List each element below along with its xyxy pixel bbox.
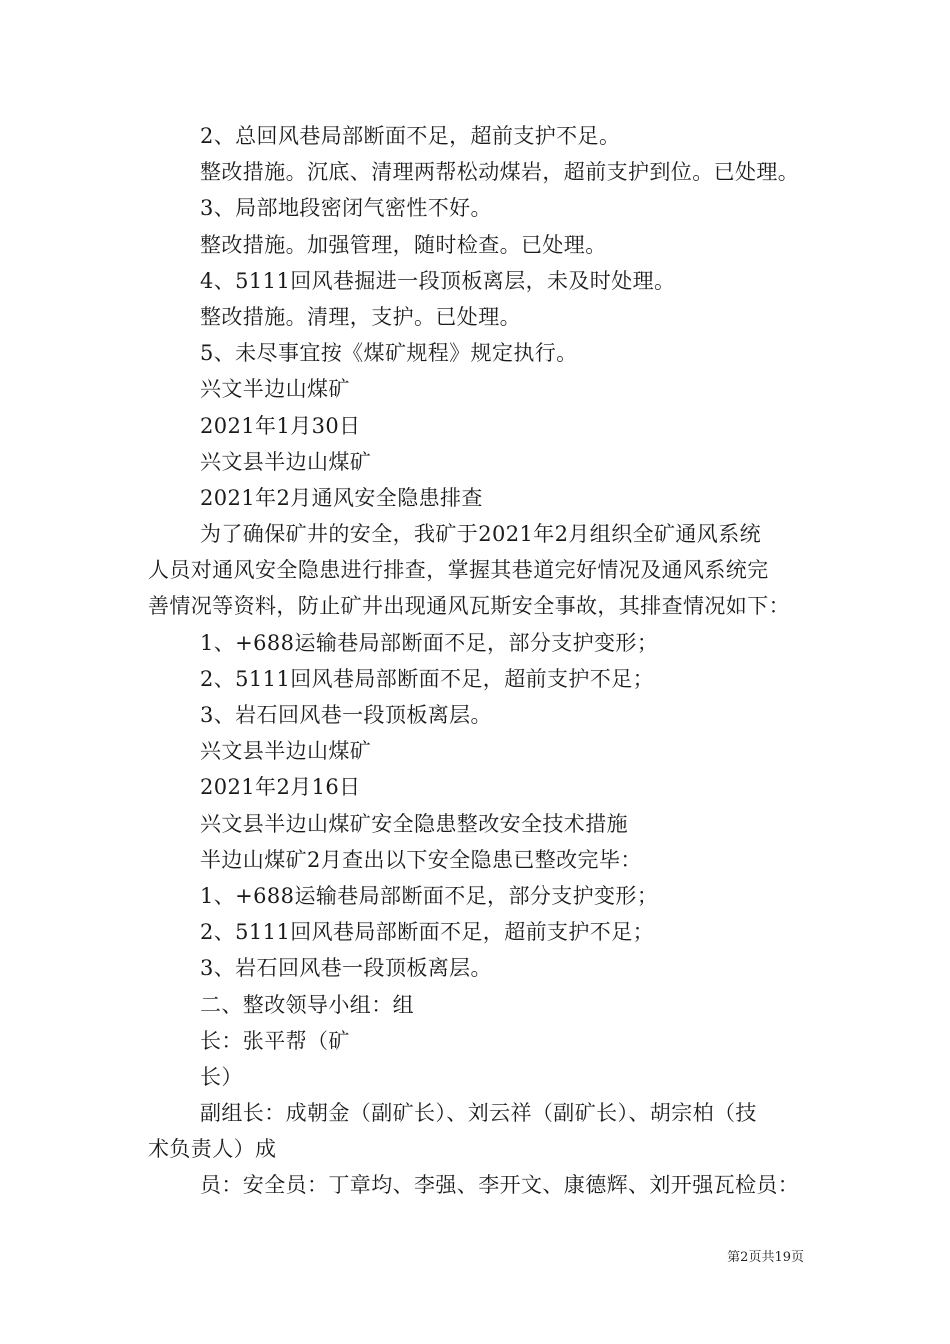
signature-org: 兴文县半边山煤矿 (200, 739, 372, 764)
text-line: 整改措施。加强管理，随时检查。已处理。 (200, 232, 607, 257)
text-line: 整改措施。沉底、清理两帮松动煤岩，超前支护到位。已处理。 (200, 160, 800, 185)
section-title: 兴文县半边山煤矿安全隐患整改安全技术措施 (200, 811, 628, 836)
text-line: 2、5111回风巷局部断面不足，超前支护不足； (200, 666, 655, 691)
text-line: 1、+688运输巷局部断面不足，部分支护变形； (200, 630, 659, 655)
text-line: 长：张平帮（矿 (200, 1028, 350, 1053)
text-line: 4、5111回风巷掘进一段顶板离层，未及时处理。 (200, 268, 676, 293)
text-line: 为了确保矿井的安全，我矿于2021年2月组织全矿通风系统 (200, 522, 762, 547)
text-line: 术负责人）成 (148, 1137, 277, 1162)
signature-date: 2021年2月16日 (200, 775, 361, 800)
text-line: 2、5111回风巷局部断面不足，超前支护不足； (200, 920, 655, 945)
section-org: 兴文县半边山煤矿 (200, 449, 372, 474)
section-title: 2021年2月通风安全隐患排查 (200, 485, 483, 510)
text-line: 整改措施。清理，支护。已处理。 (200, 304, 521, 329)
text-line: 人员对通风安全隐患进行排查，掌握其巷道完好情况及通风系统完 (148, 558, 769, 583)
text-line: 2、总回风巷局部断面不足，超前支护不足。 (200, 124, 621, 148)
text-line: 长） (200, 1064, 243, 1089)
text-line: 半边山煤矿2月查出以下安全隐患已整改完毕： (200, 847, 642, 872)
signature-org: 兴文半边山煤矿 (200, 377, 350, 402)
document-body (148, 118, 828, 1204)
page-number-footer: 第2页共19页 (727, 1250, 804, 1265)
text-line: 3、岩石回风巷一段顶板离层。 (200, 703, 492, 727)
text-line: 3、局部地段密闭气密性不好。 (200, 196, 492, 221)
text-line: 3、岩石回风巷一段顶板离层。 (200, 956, 492, 981)
text-line: 员：安全员：丁章均、李强、李开文、康德辉、刘开强瓦检员： (200, 1173, 800, 1198)
signature-date: 2021年1月30日 (200, 413, 361, 438)
text-line: 善情况等资料，防止矿井出现通风瓦斯安全事故，其排查情况如下： (148, 594, 790, 619)
text-line: 副组长：成朝金（副矿长）、刘云祥（副矿长）、胡宗柏（技 (200, 1101, 757, 1126)
text-line: 5、未尽事宜按《煤矿规程》规定执行。 (200, 341, 578, 366)
text-line: 1、+688运输巷局部断面不足，部分支护变形； (200, 883, 659, 908)
text-line: 二、整改领导小组：组 (200, 992, 414, 1017)
